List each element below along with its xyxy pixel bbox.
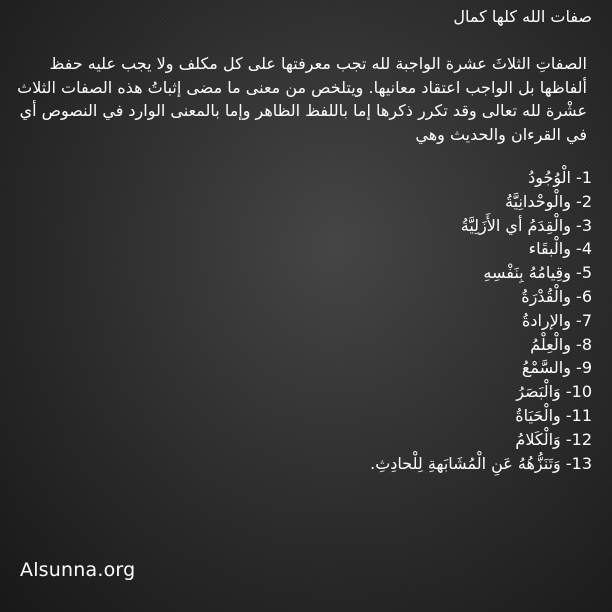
content-area: [16, 6, 592, 475]
list-item: [16, 190, 592, 214]
attributes-list: [16, 166, 592, 475]
item-number: 3-: [576, 215, 592, 235]
list-item: [16, 380, 592, 404]
item-text: والْقُدْرَةُ: [521, 286, 571, 306]
intro-paragraph: الصفاتِ الثلاثَ عشرة الواجبة لله تجب معرفتها على كل مكلف ولا يجب عليه حفظ ألفاظها بل الواجب اعتقاد معانيها. ويتلخص من معنى ما مضى إثباتُ هذه الصفات الثلاث عشْرة لله تعالى وقد تكرر ذكرها إما باللفظ الظاهر وإما بالمعنى الوارد في النصوص أي في القرءان والحديث وهي: [17, 54, 587, 144]
item-text: وَالْبَصَرُ: [516, 382, 561, 402]
item-number: 13-: [565, 453, 592, 473]
list-item: [16, 356, 592, 380]
list-item: [16, 214, 592, 238]
item-text: والْعِلْمُ: [530, 334, 571, 354]
item-number: 2-: [576, 191, 592, 211]
item-text: والْوحْدانِيَّةُ: [505, 191, 571, 211]
list-item: [16, 333, 592, 357]
item-text: والسَّمْعُ: [521, 358, 571, 378]
item-number: 4-: [576, 239, 592, 259]
item-text: وَالْكَلامُ: [515, 429, 561, 449]
item-text: والْبقَاء: [528, 239, 571, 259]
list-item: [16, 285, 592, 309]
item-text: والإرادةُ: [521, 310, 571, 330]
item-number: 6-: [576, 286, 592, 306]
item-text: والْقِدَمُ أي الأَزَلِيَّةُ: [460, 215, 571, 235]
list-item: [16, 404, 592, 428]
item-text: وَتَنَزُّهُهُ عَنِ الْمُشَابَهةِ لِلْحادِثِ.: [370, 453, 561, 473]
site-logo: Alsunna.org: [20, 559, 136, 581]
item-number: 5-: [576, 263, 592, 283]
list-item: [16, 261, 592, 285]
list-item: [16, 309, 592, 333]
item-number: 1-: [576, 168, 592, 187]
list-item: [16, 166, 592, 190]
item-number: 10-: [565, 382, 592, 402]
item-text: وقِيامُهُ بِنَفْسِهِ: [483, 263, 571, 283]
list-item: [16, 428, 592, 452]
item-number: 11-: [565, 405, 592, 425]
list-item: [16, 237, 592, 261]
item-text: والْحَيَاةُ: [515, 405, 561, 425]
item-number: 12-: [565, 429, 592, 449]
page-title: صفات الله كلها كمال: [453, 7, 592, 26]
item-text: الْوُجُودُ: [528, 168, 571, 187]
item-number: 9-: [576, 358, 592, 378]
list-item: [16, 452, 592, 476]
item-number: 7-: [576, 310, 592, 330]
item-number: 8-: [576, 334, 592, 354]
